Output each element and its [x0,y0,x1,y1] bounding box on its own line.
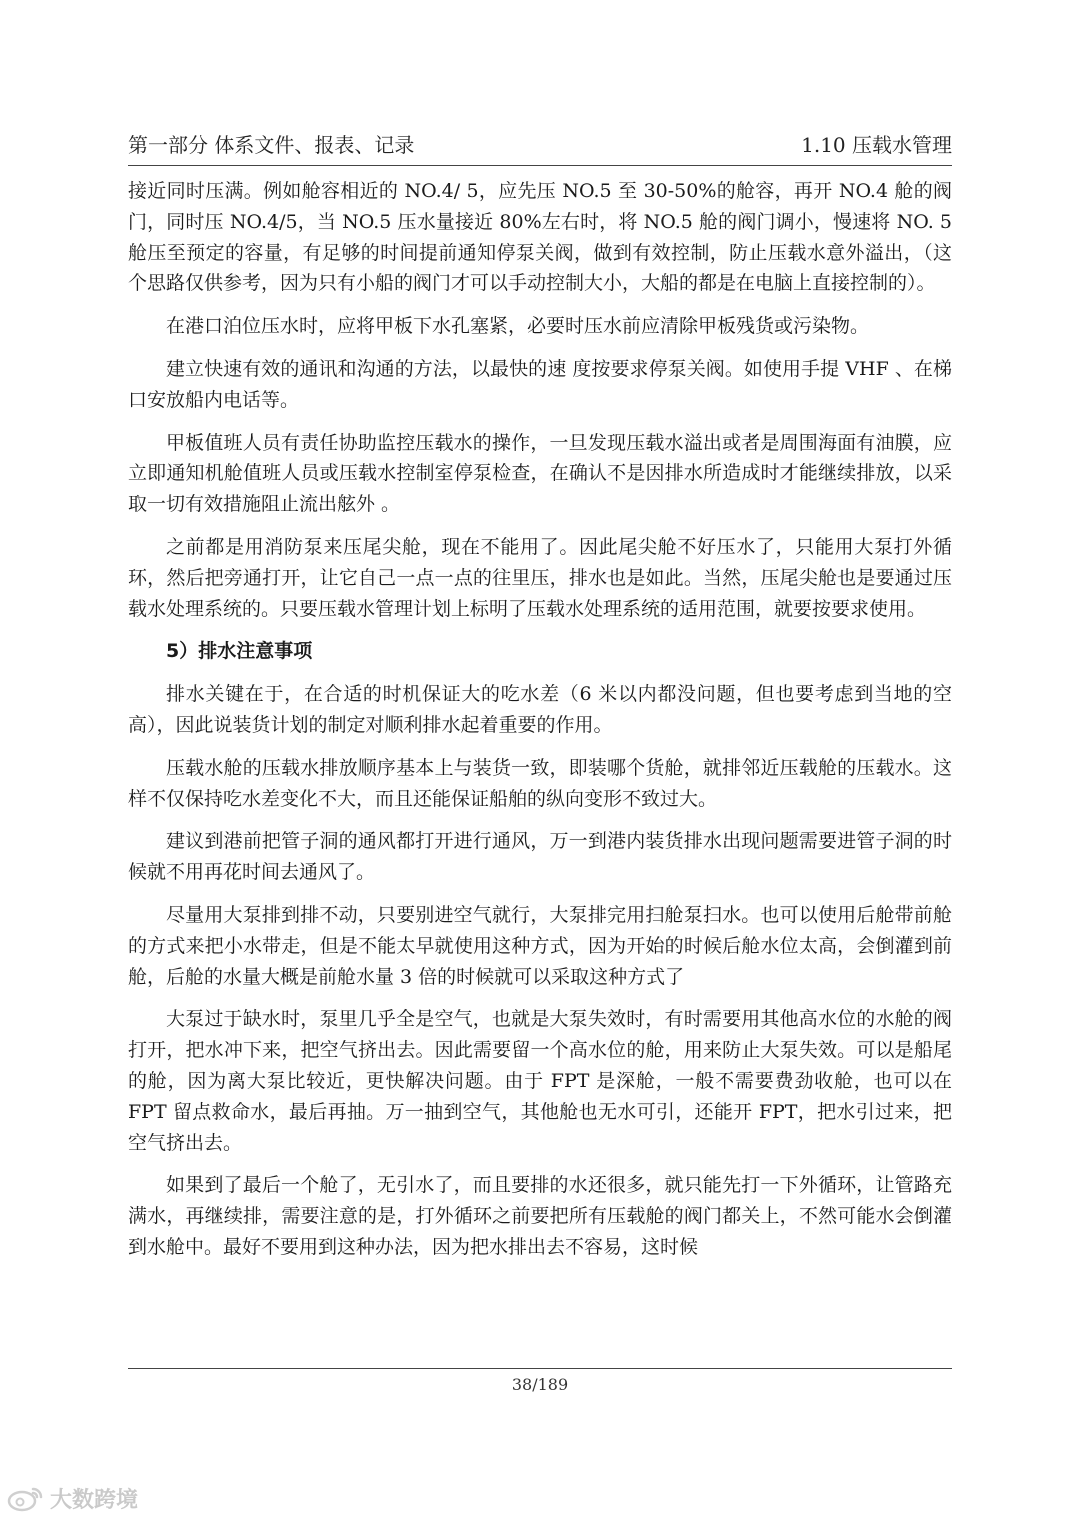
body-paragraph: 在港口泊位压水时，应将甲板下水孔塞紧，必要时压水前应清除甲板残货或污染物。 [166,315,870,338]
body-paragraph: 之前都是用消防泵来压尾尖舱，现在不能用了。因此尾尖舱不好压水了，只能用大泵打外循环，然后把旁通打开，让它自己一点一点的往里压，排水也是如此。当然，压尾尖舱也是要通过压载水处理系统的。只要压载水管理计划上标明了压载水处理系统的适用范围，就要按要求使用。 [128,535,952,620]
footer-rule [128,1368,952,1369]
section-paragraph: 尽量用大泵排到排不动，只要别进空气就行，大泵排完用扫舱泵扫水。也可以使用后舱带前舱的方式来把小水带走，但是不能太早就使用这种方式，因为开始的时候后舱水位太高，会倒灌到前舱，后舱的水量大概是前舱水量 3 倍的时候就可以采取这种方式了 [128,903,952,988]
section-paragraph: 排水关键在于，在合适的时机保证大的吃水差（6 米以内都没问题，但也要考虑到当地的空高），因此说装货计划的制定对顺利排水起着重要的作用。 [128,683,952,736]
page-body [128,176,952,1275]
section-heading: 5）排水注意事项 [166,640,313,663]
header-rule [128,165,952,166]
page-header [128,128,952,162]
page-number: 38/189 [511,1375,569,1394]
header-chapter-title: 1.10 压载水管理 [801,133,952,157]
body-paragraph: 建立快速有效的通讯和沟通的方法，以最快的速 度按要求停泵关阀。如使用手提 VHF 、在梯口安放船内电话等。 [128,357,952,411]
header-section-title: 第一部分 体系文件、报表、记录 [128,133,415,157]
watermark [6,1478,138,1518]
section-paragraph: 建议到港前把管子洞的通风都打开进行通风，万一到港内装货排水出现问题需要进管子洞的时候就不用再花时间去通风了。 [128,830,952,884]
body-paragraph: 接近同时压满。例如舱容相近的 NO.4/ 5，应先压 NO.5 至 30-50%的舱容，再开 NO.4 舱的阀门，同时压 NO.4/5，当 NO.5 压水量接近 80%左右时，将 NO.5 舱的阀门调小，慢速将 NO. 5 舱压至预定的容量，有足够的时间提前通知停泵关阀，做到有效控制，防止压载水意外溢出，（这个思路仅供参考，因为只有小船的阀门才可以手动控制大小，大船的都是在电脑上直接控制的）。 [128,180,952,295]
section-paragraph: 压载水舱的压载水排放顺序基本上与装货一致，即装哪个货舱，就排邻近压载舱的压载水。这样不仅保持吃水差变化不大，而且还能保证船舶的纵向变形不致过大。 [128,756,952,810]
body-paragraph: 甲板值班人员有责任协助监控压载水的操作，一旦发现压载水溢出或者是周围海面有油膜，应立即通知机舱值班人员或压载水控制室停泵检查，在确认不是因排水所造成时才能继续排放，以采取一切有效措施阻止流出舷外 。 [128,431,952,516]
section-paragraph: 如果到了最后一个舱了，无引水了，而且要排的水还很多，就只能先打一下外循环，让管路充满水，再继续排，需要注意的是，打外循环之前要把所有压载舱的阀门都关上，不然可能水会倒灌到水舱中。最好不要用到这种办法，因为把水排出去不容易，这时候 [128,1174,952,1258]
weibo-logo-icon [6,1483,46,1513]
watermark-text: 大数跨境 [50,1487,139,1513]
section-paragraph: 大泵过于缺水时，泵里几乎全是空气，也就是大泵失效时，有时需要用其他高水位的水舱的阀打开，把水冲下来，把空气挤出去。因此需要留一个高水位的舱，用来防止大泵失效。可以是船尾的舱，因为离大泵比较近，更快解决问题。由于 FPT 是深舱，一般不需要费劲收舱，也可以在 FPT 留点救命水，最后再抽。万一抽到空气，其他舱也无水可引，还能开 FPT，把水引过来，把空气挤出去。 [128,1008,952,1154]
